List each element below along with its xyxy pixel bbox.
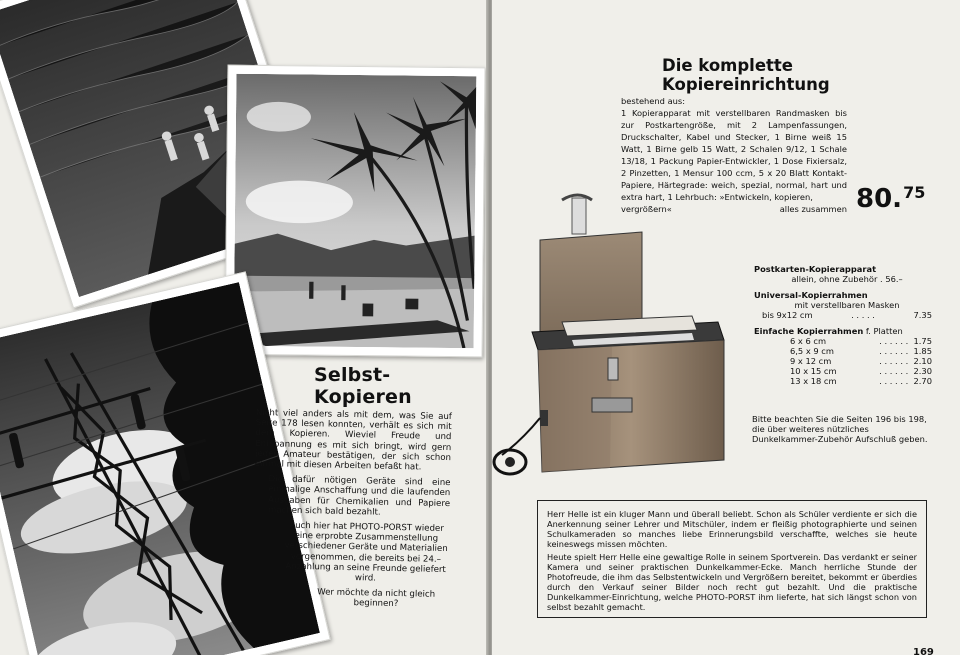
story-box — [537, 500, 927, 618]
price-item — [754, 290, 932, 320]
set-last-right: alles zusammen — [779, 204, 847, 214]
price-item — [754, 326, 932, 386]
plate-price: 2.30 — [913, 366, 932, 376]
product-price: 56.– — [885, 274, 903, 284]
set-price — [856, 183, 925, 214]
note-text: Bitte beachten Sie die Seiten 196 bis 198, die über weiteres nützliches Dunkelkammer-Zubehör Aufschluß geben. — [752, 414, 928, 444]
product-row: bis 9x12 cm . . . . . 7.35 — [762, 310, 932, 320]
page-title: Die komplette Kopiereinrichtung — [662, 56, 830, 94]
product-detail-2: bis 9x12 cm — [762, 310, 813, 320]
paragraph: Nicht viel anders als mit dem, was Sie auf Seite 178 lesen konnten, verhält es sich mit dem Kopieren. Wieviel Freude und Entspannung es mit sich bringt, wird gern jeder Amateur bestätigen, der sich schon einmal mit diesen Arbeiten befaßt hat. — [254, 408, 452, 473]
plate-price: 1.75 — [913, 336, 932, 346]
plate-price: 2.70 — [913, 376, 932, 386]
plate-price: 1.85 — [913, 346, 932, 356]
price-item — [754, 264, 932, 284]
plate-size: 9 x 12 cm — [790, 356, 832, 366]
product-detail: allein, ohne Zubehör — [791, 274, 878, 284]
product-detail: mit verstellbaren Masken — [794, 300, 900, 310]
set-last-left: vergrößern« — [621, 204, 672, 214]
plates-row: 10 x 15 cm . . . . . . 2.30 — [790, 366, 932, 376]
plates-row: 9 x 12 cm . . . . . . 2.10 — [790, 356, 932, 366]
paragraph: Die dafür nötigen Geräte sind eine einmalige Anschaffung und die laufenden Ausgaben für Chemikalien und Papiere machen sich bald bezahlt. — [267, 474, 451, 518]
plates-row: 6,5 x 9 cm . . . . . . 1.85 — [790, 346, 932, 356]
box-paragraph: Herr Helle ist ein kluger Mann und überall beliebt. Schon als Schüler verdiente er sich die Anerkennung seiner Lehrer und Mitschüler, indem er fleißig photographierte und seinen Schulkameraden so manches liebe Erinnerungsbild verschaffte, welches sie heute keineswegs missen möchten. — [547, 509, 917, 549]
box-paragraph: Heute spielt Herr Helle eine gewaltige Rolle in seinem Sportverein. Das verdankt er seiner Kamera und seiner praktischen Dunkelkammer-Ecke. Manch herrliche Stunde der Photofreude, die ihm das Selbstentwickeln und Vergrößern bereitet, bekommt er überdies durch den Verkauf seiner Bilder noch recht gut bezahlt. Und die praktische Dunkelkammer-Einrichtung, welche PHOTO-PORST ihm lieferte, hat sich längst schon von selbst bezahlt gemacht. — [547, 552, 917, 612]
paragraph: Wer möchte da nicht gleich beginnen? — [317, 587, 436, 610]
photo-palm-beach — [224, 65, 485, 358]
product-name: Einfache Kopierrahmen — [754, 326, 864, 336]
page-number: 169 — [913, 647, 934, 655]
plate-size: 6 x 6 cm — [790, 336, 827, 346]
paragraph: Auch hier hat PHOTO-PORST wieder eine erprobte Zusammenstellung verschiedener Geräte und Materialien vorgenommen, die bereits bei 24.– Anzahlung an seine Freunde geliefert wird. — [284, 520, 448, 584]
set-price-main: 80. — [856, 184, 903, 214]
plate-size: 13 x 18 cm — [790, 376, 837, 386]
set-price-cents: 75 — [903, 183, 926, 202]
plate-size: 10 x 15 cm — [790, 366, 837, 376]
product-name: Postkarten-Kopierapparat — [754, 264, 877, 274]
article-body — [252, 408, 452, 616]
price-list — [754, 264, 932, 392]
product-price: 7.35 — [913, 310, 932, 320]
copying-device-illustration — [492, 190, 737, 490]
product-name: Universal-Kopierrahmen — [754, 290, 868, 300]
plate-size: 6,5 x 9 cm — [790, 346, 834, 356]
plates-row: 6 x 6 cm . . . . . . 1.75 — [790, 336, 932, 346]
right-page — [492, 0, 960, 655]
product-suffix: f. Platten — [865, 326, 903, 336]
plate-price: 2.10 — [913, 356, 932, 366]
plates-row: 13 x 18 cm . . . . . . 2.70 — [790, 376, 932, 386]
set-contents: 1 Kopierapparat mit verstellbaren Randmasken bis zur Postkartengröße, mit 2 Lampenfassungen, Druckschalter, Kabel und Stecker, 1 Birne weiß 15 Watt, 1 Birne gelb 15 Watt, 2 Schalen 9/12, 1 Schale 13/18, 1 Packung Papier-Entwickler, 1 Dose Fixiersalz, 2 Pinzetten, 1 Mensur 100 ccm, 5 x 20 Blatt Kontakt-Papiere, Härtegrade: weich, spezial, normal, hart und extra hart, 1 Lehrbuch: »Entwickeln, kopieren, — [621, 108, 847, 202]
product-row: allein, ohne Zubehör . 56.– — [791, 274, 903, 284]
page-title: Selbst-Kopieren — [314, 364, 412, 408]
set-intro: bestehend aus: — [621, 96, 686, 106]
